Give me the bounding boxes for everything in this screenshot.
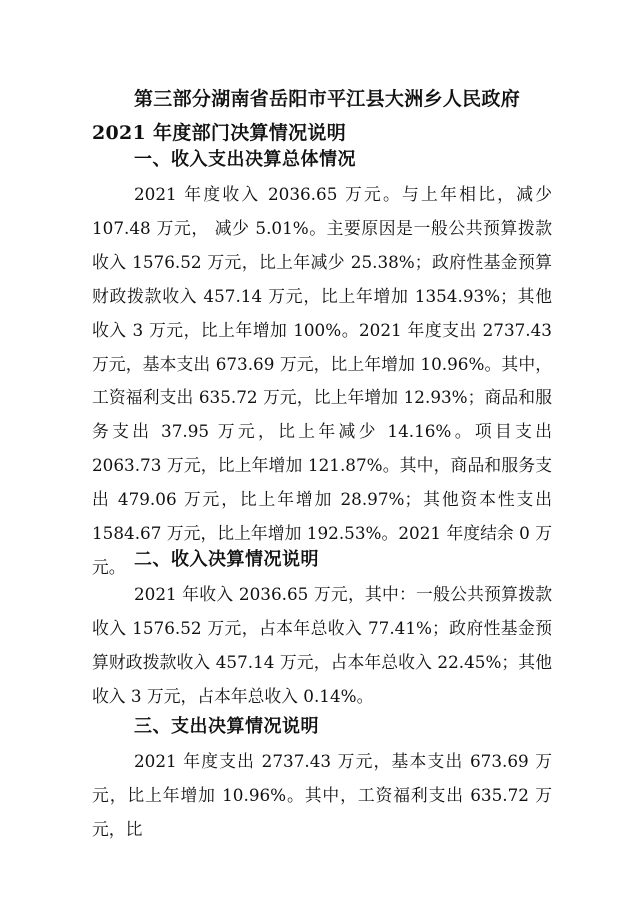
section-heading-income-expenditure-overview: 一、收入支出决算总体情况 — [134, 149, 356, 170]
section-paragraph-expenditure-details: 2021 年度支出 2737.43 万元，基本支出 673.69 万元，比上年增加 10.96%。其中，工资福利支出 635.72 万元，比 — [92, 751, 552, 839]
section-paragraph-income-details: 2021 年收入 2036.65 万元，其中：一般公共预算拨款收入 1576.52 万元，占本年总收入 77.41%；政府性基金预算财政拨款收入 457.14 万元，占本年总收入 22.45%；其他收入 3 万元，占本年总收入 0.14%。 — [92, 584, 552, 706]
document-title: 第三部分湖南省岳阳市平江县大洲乡人民政府 2021 年度部门决算情况说明 — [92, 88, 521, 144]
section-heading-income-details: 二、收入决算情况说明 — [134, 549, 319, 570]
section-paragraph-income-expenditure-overview: 2021 年度收入 2036.65 万元。与上年相比，减少 107.48 万元， 减少 5.01%。主要原因是一般公共预算拨款收入 1576.52 万元，比上年减少 25.38%；政府性基金预算财政拨款收入 457.14 万元，比上年增加 1354.93%；其他收入 3 万元，比上年增加 100%。2021 年度支出 2737.43 万元，基本支出 673.69 万元，比上年增加 10.96%。其中，工资福利支出 635.72 万元，比上年增加 12.93%；商品和服务支出 37.95 万元，比上年减少 14.16%。项目支出 2063.73 万元，比上年增加 121.87%。其中，商品和服务支出 479.06 万元，比上年增加 28.97%；其他资本性支出 1584.67 万元，比上年增加 192.53%。2021 年度结余 0 万元。 — [92, 184, 552, 577]
section-heading-expenditure-details: 三、支出决算情况说明 — [134, 716, 319, 737]
